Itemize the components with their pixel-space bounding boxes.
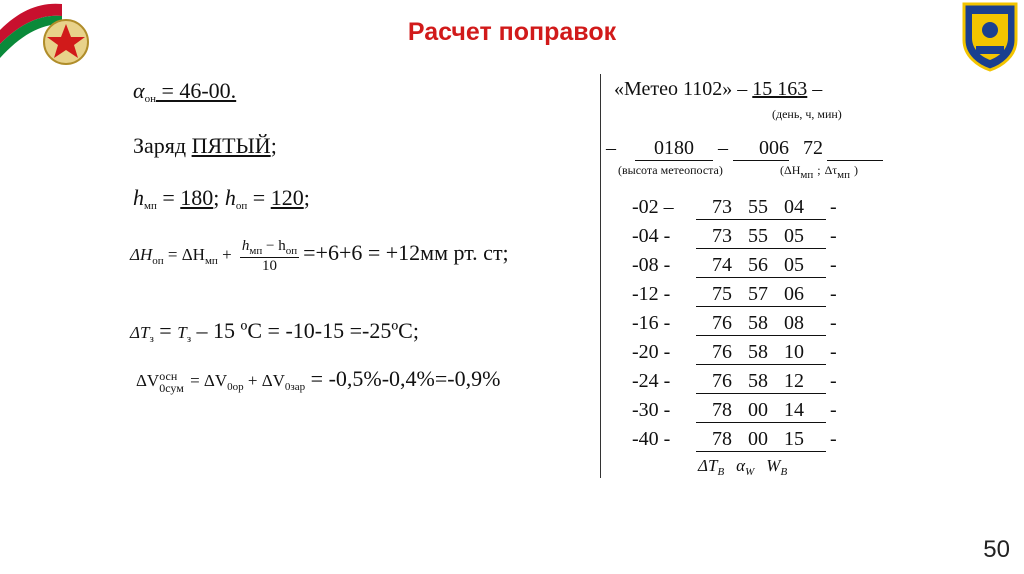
aim-angle-line: $\alpha_{он} = 46-00$. xyxy=(133,78,237,105)
page-number: 50 xyxy=(983,536,1010,563)
meteo-corrections-caption: (ΔHмп ; Δτмп ) xyxy=(780,163,858,181)
page-title: Расчет поправок xyxy=(407,18,617,46)
meteo-row: -24 - 76 58 12 - xyxy=(632,370,837,392)
meteo-row: -12 - 75 57 06 - xyxy=(632,283,837,305)
meteo-row: -30 - 78 00 14 - xyxy=(632,399,837,421)
charge-line: Заряд ПЯТЫЙ; xyxy=(133,133,277,158)
heights-line: $h_{мп} = 180$; $h_{оп} = 120$; xyxy=(133,185,310,212)
meteo-row: -02 – 73 55 04 - xyxy=(632,196,837,218)
meteo-row: -16 - 76 58 08 - xyxy=(632,312,837,334)
meteo-row: -04 - 73 55 05 - xyxy=(632,225,837,247)
meteo-station-line: – 0180 – 006 72 xyxy=(606,137,883,161)
meteo-time-caption: (день, ч, мин) xyxy=(772,107,842,121)
column-divider xyxy=(600,74,601,478)
meteo-row: -40 - 78 00 15 - xyxy=(632,428,837,450)
meteo-header-line: «Метео 1102» – 15 163 – xyxy=(614,78,823,100)
velocity-correction-formula: ΔV осн 0сум = $\Delta V_{0ор} + \Delta V_{0зар} = -0,5\%-0,4\%=-0,9\%$ xyxy=(136,366,501,396)
meteo-column-legend: $\Delta T_B$ $\alpha_W$ $W_B$ xyxy=(698,456,788,478)
pressure-correction-formula: $\Delta H_{оп} = \Delta H_{мп}$ + $\frac{h_{мп} - h_{оп}}{10}$ =+6+6 = +12мм рт. ст; xyxy=(130,238,509,274)
meteo-height-caption: (высота метеопоста) xyxy=(618,163,723,177)
temperature-correction-line: $\Delta T_з = T_з - 15$ ºС = -10-15 =-25ºС; xyxy=(130,318,419,345)
meteo-row: -08 - 74 56 05 - xyxy=(632,254,837,276)
meteo-row: -20 - 76 58 10 - xyxy=(632,341,837,363)
